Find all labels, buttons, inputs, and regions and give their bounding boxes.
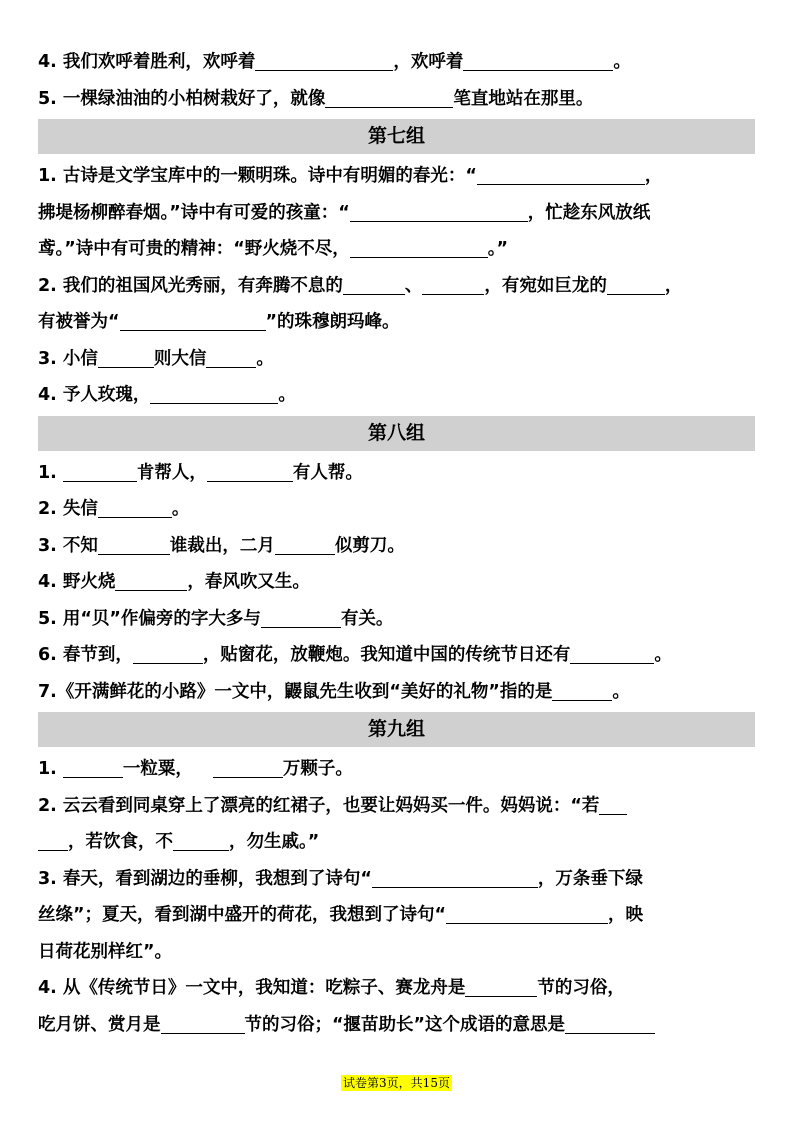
question-line [38, 455, 755, 492]
page-footer [0, 1072, 793, 1091]
page-number: 试卷第3页，共15页 [343, 1076, 450, 1090]
answer-blank[interactable] [552, 678, 612, 701]
question-text: ”的珠穆朗玛峰。 [265, 312, 400, 332]
question-text: 一粒粟， [122, 759, 193, 779]
question-number: 3. [38, 535, 57, 556]
question-line [38, 861, 755, 898]
answer-blank[interactable] [133, 641, 203, 664]
question-text: 、 [404, 275, 423, 296]
question-line [38, 601, 755, 638]
question-number: 1. [38, 759, 57, 779]
question-text: ，欢呼着 [393, 52, 464, 72]
question-line [38, 1007, 755, 1044]
answer-blank[interactable] [98, 345, 154, 368]
question-text: 2. 我们的祖国风光秀丽，有奔腾不息的 [38, 275, 343, 296]
question-text: 。 [612, 681, 630, 702]
answer-blank[interactable] [325, 85, 453, 108]
answer-blank[interactable] [98, 495, 172, 518]
question-text: 予人玫瑰， [62, 385, 151, 405]
answer-blank[interactable] [446, 901, 608, 924]
question-line [38, 195, 755, 232]
question-text: 失信 [62, 499, 98, 519]
question-line [38, 970, 755, 1007]
question-text: ，映 [608, 905, 644, 925]
question-line [38, 934, 755, 971]
question-text: 。” [487, 239, 509, 259]
question-number: 5. [38, 88, 57, 109]
question-text: ， [664, 275, 683, 296]
question-text: ， [644, 166, 663, 186]
question-number: 5. [38, 608, 57, 629]
answer-blank[interactable] [173, 828, 229, 851]
question-text: 万颗子。 [282, 759, 353, 779]
question-text: 。 [613, 52, 631, 72]
question-text: 有人帮。 [292, 462, 363, 483]
answer-blank[interactable] [261, 605, 341, 628]
answer-blank[interactable] [161, 1011, 245, 1034]
question-line [38, 897, 755, 934]
question-line [38, 231, 755, 268]
question-line [38, 528, 755, 565]
answer-blank[interactable] [275, 532, 335, 555]
question-text: 我们欢呼着胜利，欢呼着 [62, 52, 256, 72]
question-text: 日荷花别样红”。 [38, 941, 173, 962]
answer-blank[interactable] [565, 1011, 655, 1034]
question-text: 4. 从《传统节日》一文中，我知道：吃粽子、赛龙舟是 [38, 978, 466, 998]
question-text: 1. 古诗是文学宝库中的一颗明珠。诗中有明媚的春光：“ [38, 166, 477, 186]
answer-blank[interactable] [477, 162, 645, 185]
question-text: ，有宛如巨龙的 [484, 275, 607, 296]
question-text: 则大信 [153, 348, 207, 369]
answer-blank[interactable] [422, 272, 484, 295]
answer-blank[interactable] [213, 755, 283, 778]
question-text: ，万条垂下绿 [537, 868, 643, 889]
question-text: 。 [256, 348, 274, 369]
question-text: 2. 云云看到同桌穿上了漂亮的红裙子，也要让妈妈买一件。妈妈说：“若 [38, 795, 600, 816]
question-line [38, 824, 755, 861]
question-text: 吃月饼、赏月是 [38, 1014, 161, 1035]
question-line [38, 637, 755, 674]
question-text: 春节到， [62, 645, 133, 665]
question-number: 4. [38, 385, 57, 405]
section-header: 第九组 [38, 712, 755, 747]
question-text: ，春风吹又生。 [187, 572, 310, 592]
question-line [38, 788, 755, 825]
answer-blank[interactable] [150, 381, 278, 404]
question-text: ，忙趁东风放纸 [527, 202, 651, 223]
question-line [38, 268, 755, 305]
question-number: 3. [38, 348, 57, 369]
question-text: 节的习俗；“揠苗助长”这个成语的意思是 [244, 1014, 566, 1035]
worksheet-page [38, 44, 755, 1043]
question-text: 有关。 [340, 608, 394, 629]
question-line [38, 44, 755, 81]
question-number: 4. [38, 52, 57, 72]
question-text: 用“贝”作偏旁的字大多与 [62, 608, 261, 629]
question-text: 有被誉为“ [38, 312, 120, 332]
answer-blank[interactable] [343, 272, 405, 295]
question-text: 肯帮人， [136, 462, 207, 483]
question-text: ，勿生戚。” [229, 832, 320, 852]
answer-blank[interactable] [463, 48, 613, 71]
question-number: 7. [38, 681, 57, 702]
question-text: 节的习俗， [537, 978, 625, 998]
answer-blank[interactable] [120, 308, 266, 331]
question-number: 4. [38, 572, 57, 592]
question-text: 小信 [62, 348, 98, 369]
question-text: ，若饮食，不 [68, 832, 173, 852]
answer-blank[interactable] [63, 459, 137, 482]
question-text: 野火烧 [62, 572, 116, 592]
question-text: 丝绦”；夏天，看到湖中盛开的荷花，我想到了诗句“ [38, 905, 447, 925]
question-line [38, 158, 755, 195]
question-number: 6. [38, 645, 57, 665]
answer-blank[interactable] [372, 865, 538, 888]
question-line [38, 674, 755, 711]
answer-blank[interactable] [255, 48, 393, 71]
answer-blank[interactable] [207, 459, 293, 482]
question-line [38, 341, 755, 378]
answer-blank[interactable] [350, 235, 488, 258]
question-line [38, 81, 755, 118]
answer-blank[interactable] [350, 199, 528, 222]
question-text: 。 [171, 499, 190, 519]
answer-blank[interactable] [38, 828, 68, 851]
answer-blank[interactable] [63, 755, 123, 778]
question-text: ，贴窗花，放鞭炮。我知道中国的传统节日还有 [202, 645, 571, 665]
question-text: 谁裁出，二月 [169, 535, 275, 556]
question-line [38, 377, 755, 414]
question-number: 1. [38, 462, 57, 483]
answer-blank[interactable] [115, 568, 187, 591]
answer-blank[interactable] [607, 272, 665, 295]
question-line [38, 304, 755, 341]
question-line [38, 564, 755, 601]
question-number: 2. [38, 499, 57, 519]
question-text: 。 [654, 645, 672, 665]
question-text: 3. 春天，看到湖边的垂柳，我想到了诗句“ [38, 868, 372, 889]
question-text: 。 [278, 385, 296, 405]
question-text: 似剪刀。 [334, 535, 405, 556]
answer-blank[interactable] [206, 345, 256, 368]
section-header: 第八组 [38, 416, 755, 451]
question-text: 拂堤杨柳醉春烟。”诗中有可爱的孩童：“ [38, 202, 350, 223]
question-text: 笔直地站在那里。 [453, 88, 594, 109]
question-text: 鸢。”诗中有可贵的精神：“野火烧不尽， [38, 239, 350, 259]
answer-blank[interactable] [570, 641, 654, 664]
question-text: 一棵绿油油的小柏树栽好了，就像 [62, 88, 326, 109]
answer-blank[interactable] [599, 792, 627, 815]
section-header: 第七组 [38, 119, 755, 154]
question-line [38, 751, 755, 788]
question-text: 不知 [62, 535, 98, 556]
answer-blank[interactable] [98, 532, 170, 555]
answer-blank[interactable] [465, 974, 537, 997]
question-text: 《开满鲜花的小路》一文中，鼹鼠先生收到“美好的礼物”指的是 [56, 681, 553, 702]
question-line [38, 491, 755, 528]
